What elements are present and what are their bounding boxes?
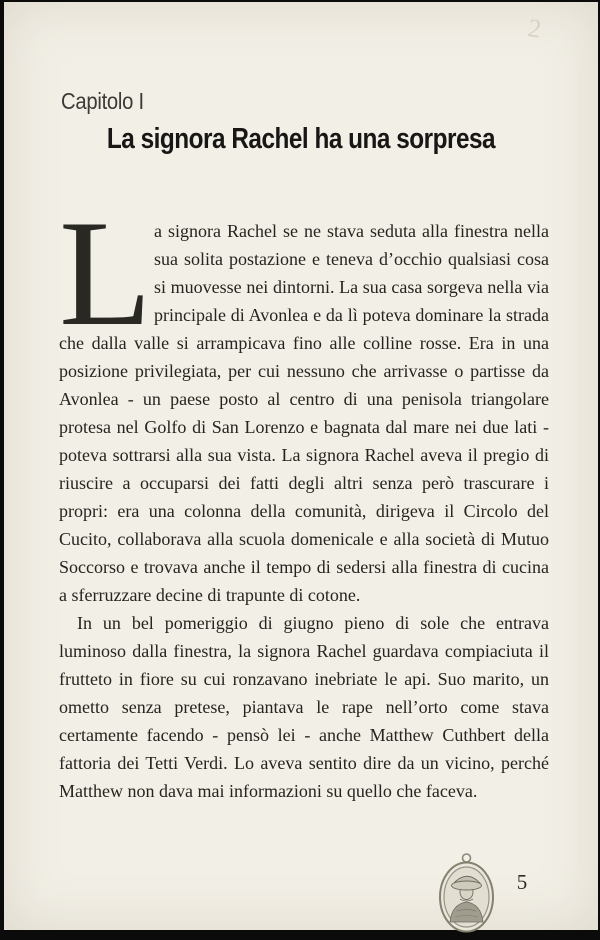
show-through-mark: 2 <box>525 13 544 44</box>
body-text <box>59 217 549 805</box>
paragraph-1-text: a signora Rachel se ne stava seduta alla finestra nella sua solita postazione e teneva d’occhio qualsiasi cosa si muovesse nei dintorni. La sua casa sorgeva nella via principale di Avonlea e da lì poteva dominare la strada che dalla valle si arrampicava fino alle colline rosse. Era in una posizione privilegiata, per cui nessuno che arrivasse o partisse da Avonlea - un paese posto al centro di una penisola triangolare protesa nel Golfo di San Lorenzo e bagnata dal mare nei due lati - poteva sottrarsi alla sua vista. La signora Rachel aveva il pregio di riuscire a occuparsi dei fatti degli altri senza però trascurare i propri: era una colonna della comunità, dirigeva il Circolo del Cucito, collaborava alla scuola domenicale e alla società di Mutuo Soccorso e trovava anche il tempo di sedersi alla finestra di cucina a sferruzzare decine di trapunte di cotone. <box>59 221 549 605</box>
paragraph-1 <box>59 217 549 609</box>
chapter-title: La signora Rachel ha una sorpresa <box>106 123 496 155</box>
drop-cap-letter: L <box>59 217 152 329</box>
paragraph-2-text: In un bel pomeriggio di giugno pieno di sole che entrava luminoso dalla finestra, la signora Rachel guardava compiaciuta il frutteto in fiore su cui ronzavano inebriate le api. Suo marito, un ometto senza pretese, piantava le rape nell’orto come stava certamente facendo - pensò lei - anche Matthew Cuthbert della fattoria dei Tetti Verdi. Lo aveva sentito dire da un vicino, perché Matthew non dava mai informazioni su quello che faceva. <box>59 613 549 801</box>
drop-cap <box>59 217 154 329</box>
paragraph-2 <box>59 609 549 805</box>
portrait-medallion-icon <box>437 851 496 940</box>
page-number: 5 <box>516 870 528 894</box>
chapter-label: Capitolo I <box>61 88 144 114</box>
